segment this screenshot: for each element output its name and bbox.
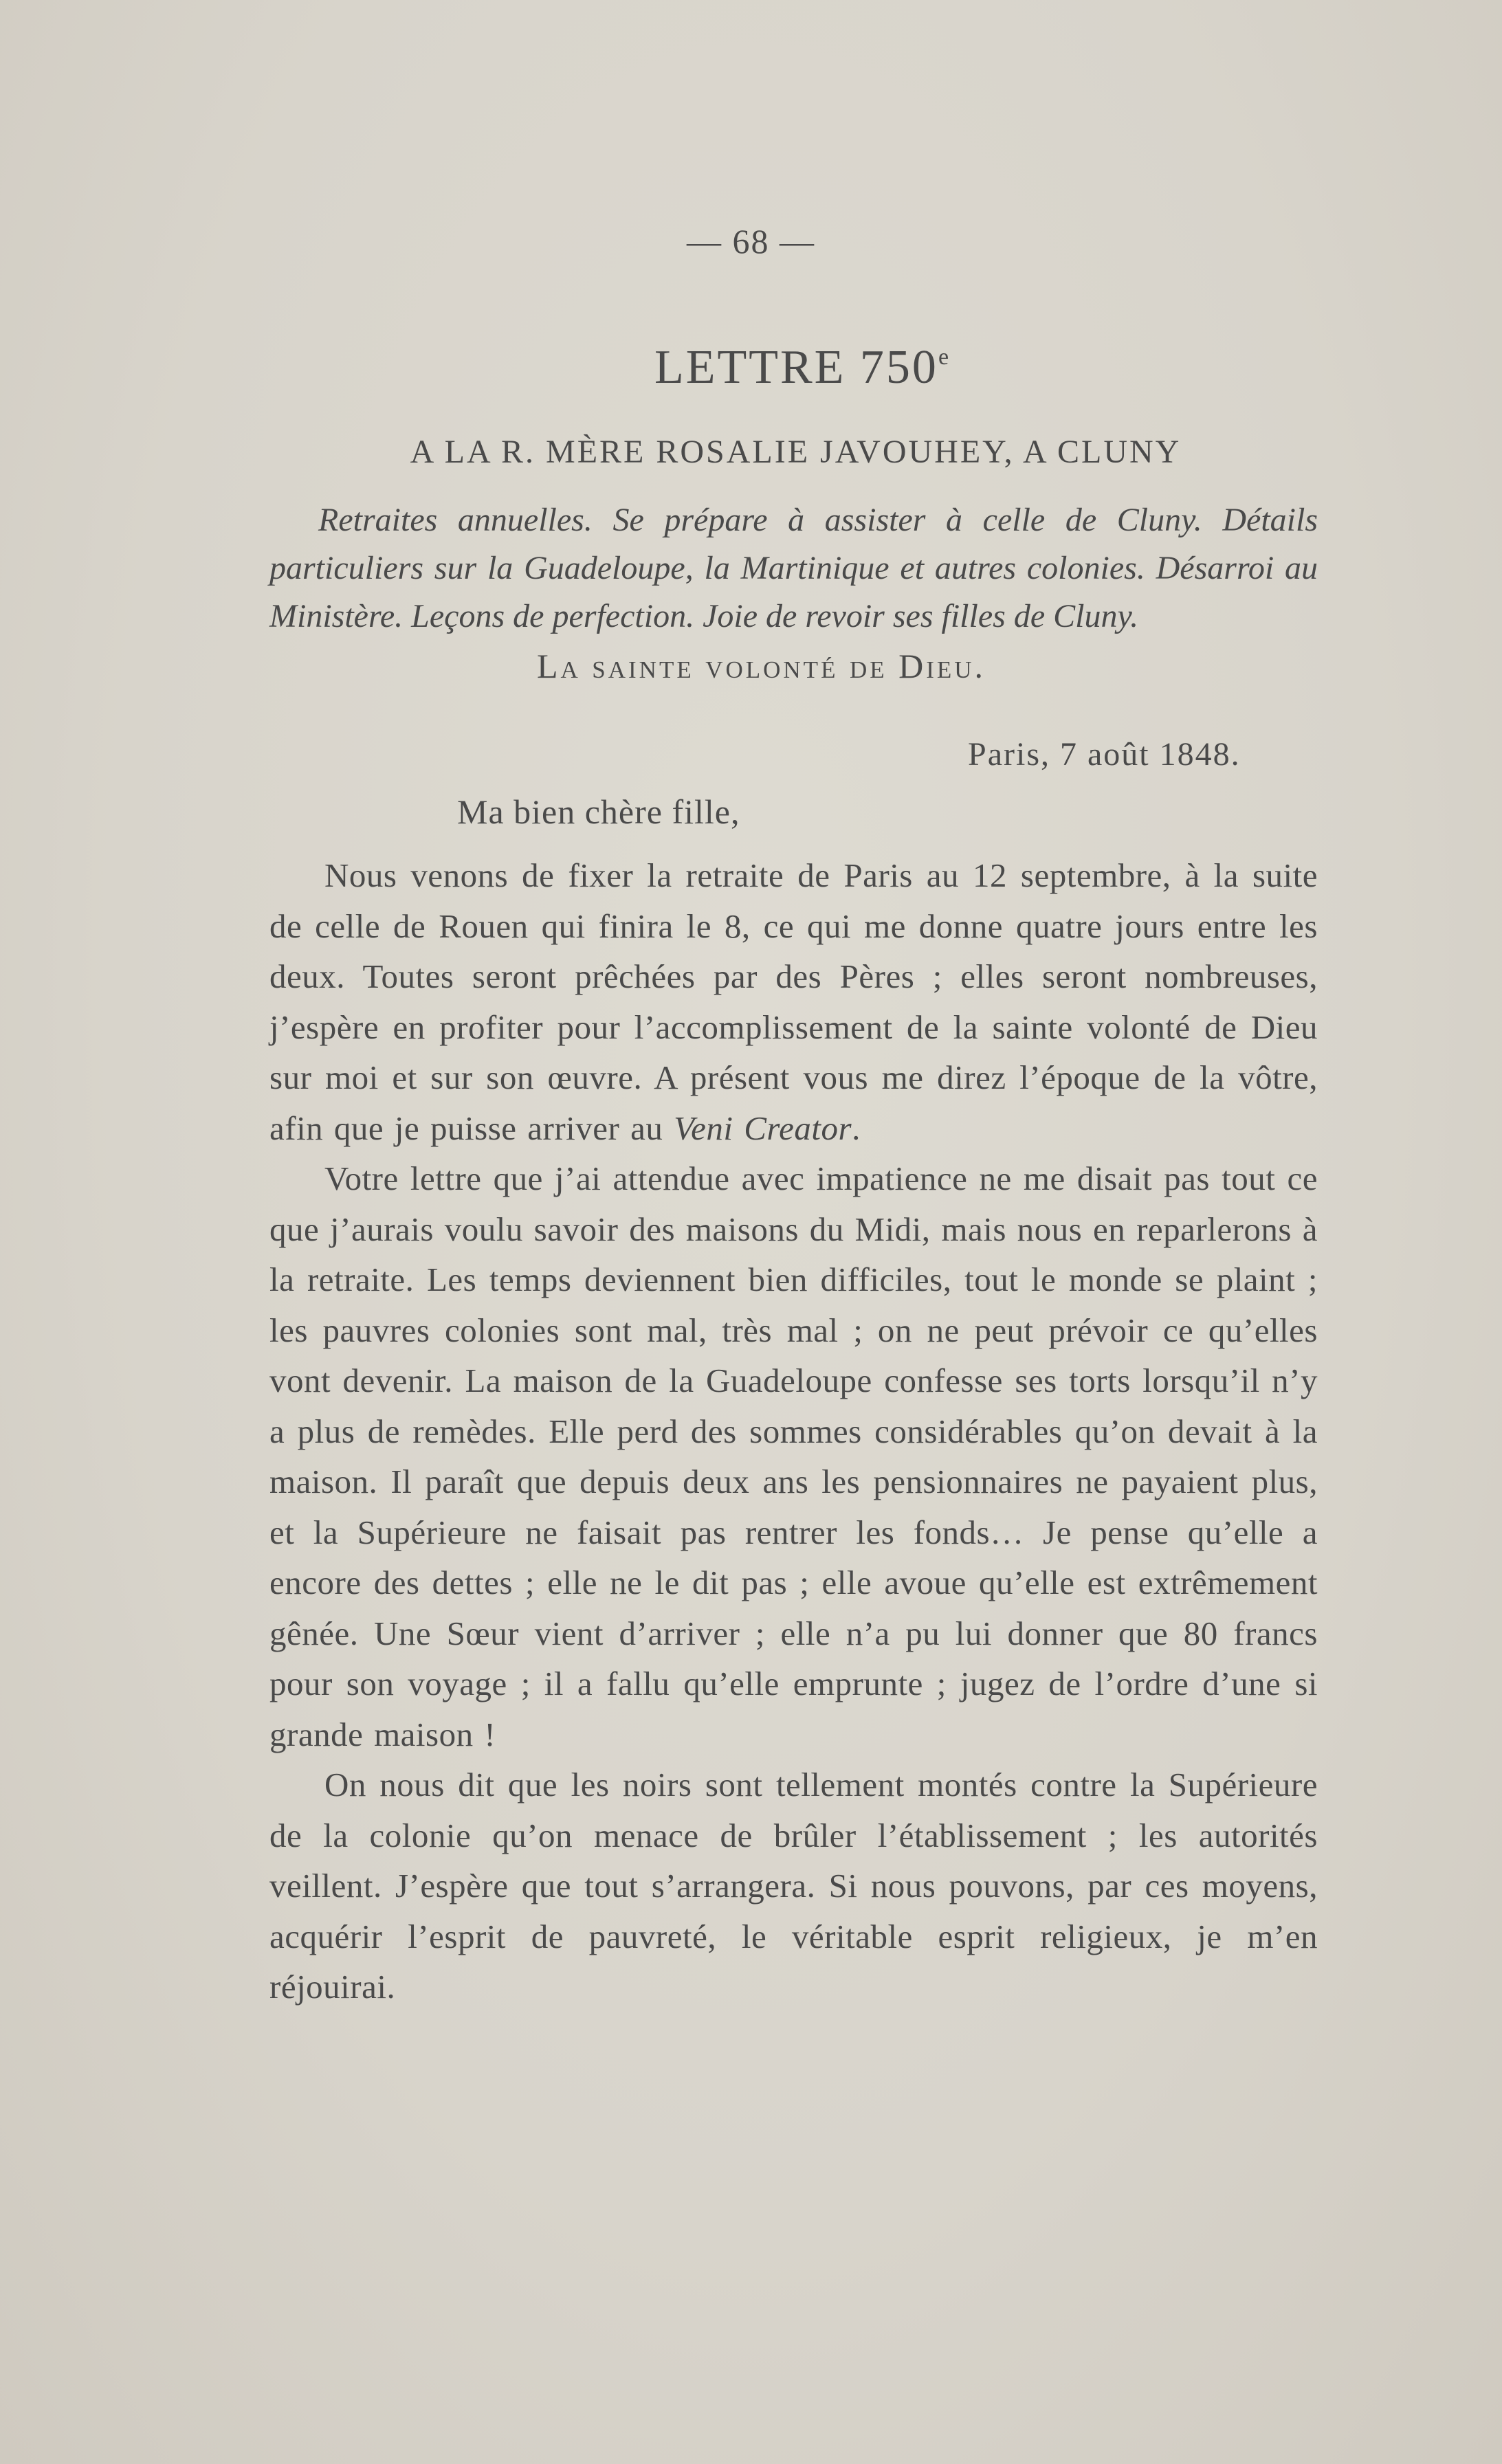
page-number: — 68 — (687, 222, 815, 260)
body-paragraph-1-text: Nous venons de fixer la retraite de Paris au 12 septembre, à la suite de celle de Rouen qui finira le 8, ce qui me donne quatre jours entre les deux. Toutes seront prêchées par des Pères ; elles seront nombreuses, j’espère en profiter pour l’accomplissement de la sainte volonté de Dieu sur moi et sur son œuvre. A présent vous me direz l’époque de la vôtre, afin que je puisse arriver au (269, 856, 1318, 1147)
motto: La sainte volonté de Dieu. (536, 647, 986, 685)
salutation: Ma bien chère fille, (457, 792, 740, 831)
letter-title-main: LETTRE 750 (654, 341, 938, 394)
body-paragraph-1-italic: Veni Creator (674, 1109, 852, 1147)
letter-title (0, 340, 1502, 395)
place-date: Paris, 7 août 1848. (968, 736, 1241, 773)
body-paragraph-2: Votre lettre que j’ai attendue avec impatience ne me disait pas tout ce que j’aurais voulu savoir des maisons du Midi, mais nous en reparlerons à la retraite. Les temps deviennent bien difficiles, tout le monde se plaint ; les pauvres colonies sont mal, très mal ; on ne peut prévoir ce qu’elles vont devenir. La maison de la Guadeloupe confesse ses torts lorsqu’il n’y a plus de remèdes. Elle perd des sommes considérables qu’on devait à la maison. Il paraît que depuis deux ans les pensionnaires ne payaient plus, et la Supérieure ne faisait pas rentrer les fonds… Je pense qu’elle a encore des dettes ; elle ne le dit pas ; elle avoue qu’elle est extrêmement gênée. Une Sœur vient d’arriver ; elle n’a pu lui donner que 80 francs pour son voyage ; il a fallu qu’elle emprunte ; jugez de l’ordre d’une si grande maison ! (269, 1159, 1318, 1753)
recipient-heading: A LA R. MÈRE ROSALIE JAVOUHEY, A CLUNY (410, 434, 1182, 470)
letter-body (269, 850, 1318, 2012)
body-paragraph-1-end: . (852, 1109, 861, 1147)
body-paragraph-3: On nous dit que les noirs sont tellement montés contre la Supérieure de la colonie qu’on menace de brûler l’établissement ; les autorités veillent. J’espère que tout s’arrangera. Si nous pouvons, par ces moyens, acquérir l’esprit de pauvreté, le véritable esprit religieux, je m’en réjouirai. (269, 1766, 1318, 2006)
letter-summary: Retraites annuelles. Se prépare à assister à celle de Cluny. Détails particuliers sur la Guadeloupe, la Martinique et autres colonies. Désarroi au Ministère. Leçons de perfection. Joie de revoir ses filles de Cluny. (269, 502, 1318, 634)
letter-title-superscript: e (938, 344, 951, 370)
body-paragraph-1 (269, 850, 1318, 1153)
